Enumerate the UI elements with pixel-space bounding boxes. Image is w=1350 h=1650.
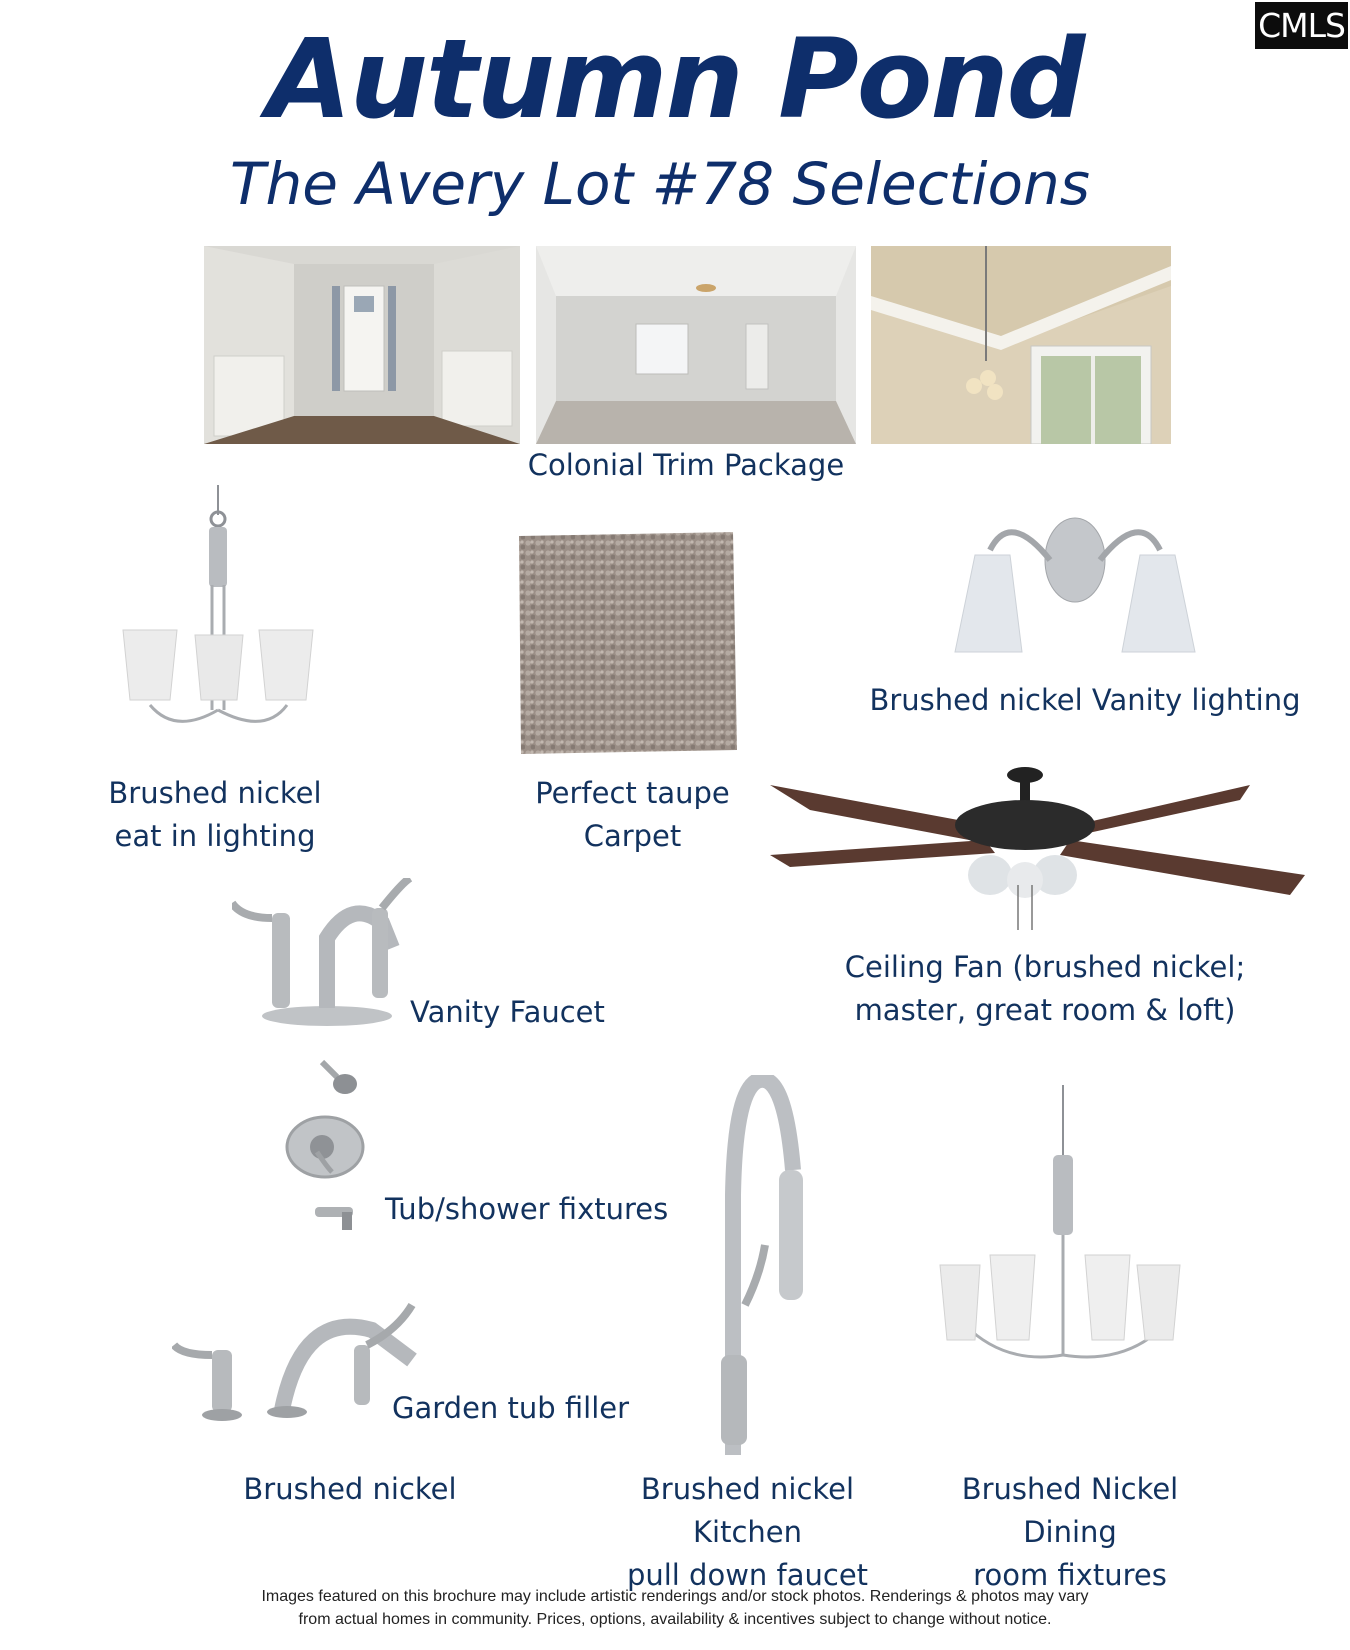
disclaimer-line1: Images featured on this brochure may include artistic renderings and/or stock photos. Renderings & photos may vary: [261, 1588, 1089, 1605]
eat-in-lighting-line1: Brushed nickel: [108, 776, 322, 810]
eat-in-lighting-label: [90, 772, 340, 858]
garden-tub-label: Garden tub filler: [392, 1391, 630, 1425]
eat-in-chandelier-image: [115, 485, 315, 765]
foyer-photo: [204, 246, 520, 444]
dining-line2: room fixtures: [973, 1558, 1167, 1592]
carpet-swatch: [515, 530, 740, 756]
tub-shower-label: Tub/shower fixtures: [385, 1192, 669, 1226]
kitchen-faucet-label: [585, 1468, 910, 1597]
vanity-light-image: [950, 510, 1200, 660]
carpet-label: [505, 772, 760, 858]
page-title: Autumn Pond: [266, 15, 1084, 143]
page-subtitle: The Avery Lot #78 Selections: [230, 150, 1090, 218]
disclaimer: [0, 1585, 1350, 1631]
carpet-line2: Carpet: [583, 819, 682, 853]
dining-photo: [871, 246, 1171, 444]
dining-line1: Brushed Nickel Dining: [961, 1472, 1179, 1549]
kitchen-faucet-image: [705, 1075, 855, 1460]
bonus-room-photo: [536, 246, 856, 444]
brushed-nickel-label: Brushed nickel: [243, 1472, 457, 1506]
ceiling-fan-label: [820, 946, 1270, 1032]
kitchen-faucet-line2: pull down faucet: [626, 1558, 869, 1592]
kitchen-faucet-line1: Brushed nickel Kitchen: [640, 1472, 855, 1549]
disclaimer-line2: from actual homes in community. Prices, options, availability & incentives subject to change without notice.: [298, 1611, 1052, 1628]
tub-shower-image: [282, 1052, 382, 1232]
dining-label: [915, 1468, 1225, 1597]
colonial-trim-label: Colonial Trim Package: [527, 448, 845, 482]
garden-tub-filler-image: [172, 1300, 418, 1425]
vanity-lighting-label: Brushed nickel Vanity lighting: [869, 683, 1301, 717]
dining-chandelier-image: [935, 1085, 1195, 1385]
vanity-faucet-image: [232, 878, 422, 1028]
ceiling-fan-line1: Ceiling Fan (brushed nickel;: [844, 950, 1246, 984]
vanity-faucet-label: Vanity Faucet: [410, 995, 605, 1029]
ceiling-fan-line2: master, great room & loft): [854, 993, 1236, 1027]
cmls-logo: CMLS: [1255, 2, 1348, 49]
eat-in-lighting-line2: eat in lighting: [114, 819, 316, 853]
carpet-line1: Perfect taupe: [535, 776, 730, 810]
ceiling-fan-image: [770, 765, 1305, 945]
